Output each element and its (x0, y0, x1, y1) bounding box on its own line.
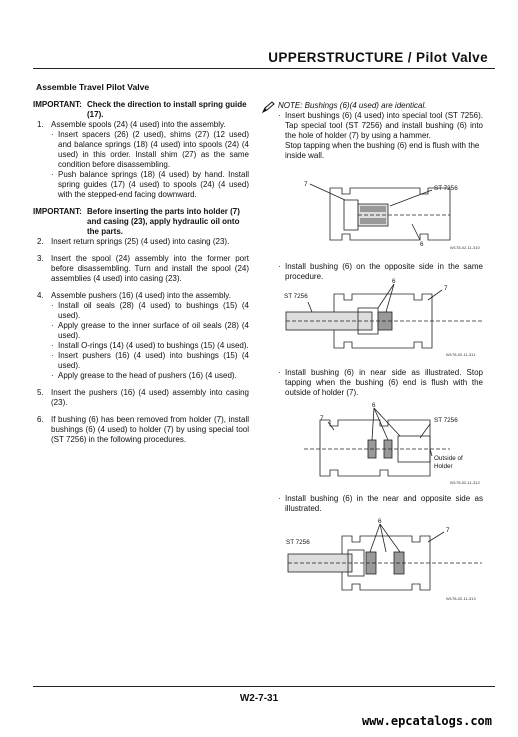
bullet-icon: · (51, 351, 54, 360)
fig1-label-6: 6 (420, 241, 424, 248)
important-text: Before inserting the parts into holder (7) and casing (23), apply hydraulic oil onto the parts. (87, 207, 240, 236)
step-number: 2. (37, 237, 44, 246)
step-1-bullet (51, 130, 249, 170)
step-4-bullet (51, 341, 249, 351)
figure-3-illustration (300, 400, 490, 486)
step-4-bullet (51, 351, 249, 371)
fig4-id: W178-02-11-313 (446, 596, 476, 601)
bullet-icon: · (278, 111, 281, 120)
footer-rule (33, 686, 495, 687)
step-4-bullet (51, 301, 249, 321)
bullet-text: Apply grease to the inner surface of oil seals (28) (4 used). (58, 321, 249, 340)
bullet-text: Install O-rings (14) (4 used) to bushings (15) (4 used). (58, 341, 249, 350)
bullet-text: Install bushing (6) in the near and opposite side as illustrated. (285, 494, 483, 513)
step-number: 1. (37, 120, 44, 129)
page-header-title: UPPERSTRUCTURE / Pilot Valve (268, 50, 488, 65)
fig1-id: W178-02-11-310 (450, 245, 480, 250)
step-text: Insert return springs (25) (4 used) into casing (23). (51, 237, 230, 246)
fig3-label-st: ST 7256 (434, 417, 458, 424)
important-label: IMPORTANT: (33, 100, 82, 109)
fig3-label-7: 7 (320, 415, 324, 422)
section-title: Assemble Travel Pilot Valve (36, 82, 150, 92)
bullet-text: Install bushing (6) in near side as illustrated. Stop tapping when the bushing (6) end is flush with the outside of holder (7). (285, 368, 483, 397)
step-number: 5. (37, 388, 44, 397)
fig4-label-7: 7 (446, 527, 450, 534)
important-note-1 (33, 100, 249, 120)
bullet-text: Insert spacers (26) (2 used), shims (27) (12 used) and balance springs (18) (4 used) into spools (24) (4 used) in this order. Install shim (27) as the same condition before disassembling. (58, 130, 249, 169)
fig3-label-outside: Outside of (434, 455, 463, 462)
header-rule (33, 68, 495, 69)
step-3 (37, 254, 249, 284)
bullet-icon: · (51, 130, 54, 139)
page-number: W2-7-31 (239, 693, 279, 704)
bullet-icon: · (278, 262, 281, 271)
note-text: NOTE: Bushings (6)(4 used) are identical. (278, 101, 427, 110)
left-column (33, 100, 249, 445)
bullet-text: Install oil seals (28) (4 used) to bushings (15) (4 used). (58, 301, 249, 320)
bullet-text: Insert pushers (16) (4 used) into bushings (15) (4 used). (58, 351, 249, 370)
step-text: Insert the spool (24) assembly into the former port before disassembling. Turn and install the spool (24) assemblies (4 used) into casing (23). (51, 254, 249, 283)
watermark-site: www.epcatalogs.com (361, 714, 492, 728)
fig2-label-6: 6 (392, 278, 396, 285)
important-text: Check the direction to install spring guide (17). (87, 100, 247, 119)
fig4-label-st: ST 7256 (286, 539, 310, 546)
figure-4-illustration (282, 516, 488, 602)
bullet-icon: · (51, 371, 54, 380)
fig2-id: W178-02-11-311 (446, 352, 476, 357)
step-number: 6. (37, 415, 44, 424)
step-text: Insert the pushers (16) (4 used) assembly into casing (23). (51, 388, 249, 407)
bullet-text: Push balance springs (18) (4 used) by hand. Install spring guides (17) (4 used) to spools (24) (4 used) with the stepped-end facing downward. (58, 170, 249, 199)
step-1 (37, 120, 249, 130)
step-6 (37, 415, 249, 445)
step-4 (37, 291, 249, 301)
bullet-text: Insert bushings (6) (4 used) into special tool (ST 7256). Tap special tool (ST 7256) and install bushing (6) into the hole of holder (7) by using a hammer. (285, 111, 483, 140)
step-number: 4. (37, 291, 44, 300)
important-note-2 (33, 207, 249, 237)
right-bullet-3 (278, 368, 483, 398)
fig2-label-7: 7 (444, 285, 448, 292)
bullet-icon: · (51, 170, 54, 179)
fig3-label-holder: Holder (434, 463, 453, 470)
fig1-label-st: ST 7256 (434, 185, 458, 192)
step-text: Assemble pushers (16) (4 used) into the assembly. (51, 291, 231, 300)
important-label: IMPORTANT: (33, 207, 82, 216)
step-number: 3. (37, 254, 44, 263)
bullet-icon: · (278, 368, 281, 377)
bullet-text: Apply grease to the head of pushers (16) (4 used). (58, 371, 237, 380)
step-text: Assemble spools (24) (4 used) into the assembly. (51, 120, 226, 129)
fig2-label-st: ST 7256 (284, 293, 308, 300)
bullet-icon: · (51, 301, 54, 310)
figure-2-illustration (282, 276, 488, 358)
fig4-label-6: 6 (378, 518, 382, 525)
note-pencil-icon (262, 100, 276, 112)
bullet-text: Install bushing (6) on the opposite side in the same procedure. (285, 262, 483, 281)
step-5 (37, 388, 249, 408)
fig3-label-6: 6 (372, 402, 376, 409)
step-4-bullet (51, 371, 249, 381)
step-1-bullet (51, 170, 249, 200)
bullet-icon: · (51, 321, 54, 330)
fig3-id: W178-02-11-312 (450, 480, 480, 485)
step-text: If bushing (6) has been removed from holder (7), install bushings (6) (4 used) to holder (7) by using special tool (ST 7256) in the following procedures. (51, 415, 249, 444)
bullet-icon: · (51, 341, 54, 350)
step-4-bullet (51, 321, 249, 341)
right-bullet-1 (278, 111, 483, 161)
bullet-icon: · (278, 494, 281, 503)
fig1-label-7: 7 (304, 181, 308, 188)
figure-1-illustration (300, 178, 490, 250)
step-2 (37, 237, 249, 247)
bullet-continuation: Stop tapping when the bushing (6) end is flush with the inside wall. (285, 141, 480, 160)
right-bullet-4 (278, 494, 483, 514)
